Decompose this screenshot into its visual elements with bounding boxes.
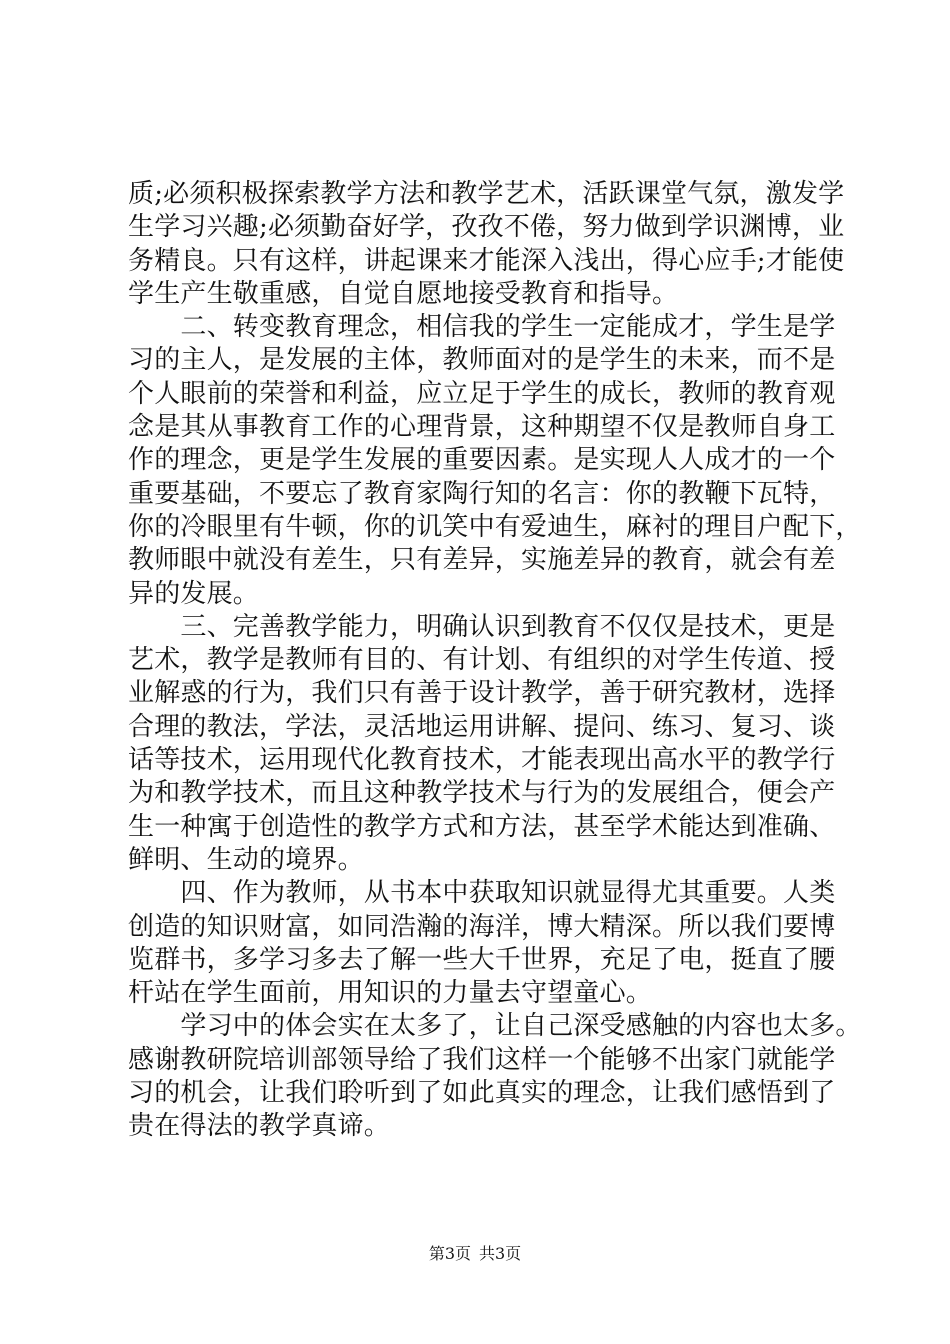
page-total: 共3页 [479,1244,522,1263]
text-line: 学习中的体会实在太多了，让自己深受感触的内容也太多。 [128,1011,862,1042]
text-line: 为和教学技术，而且这种教学技术与行为的发展组合，便会产 [128,778,836,809]
text-line: 生学习兴趣;必须勤奋好学，孜孜不倦，努力做到学识渊博，业 [128,212,845,243]
text-line: 二、转变教育理念，相信我的学生一定能成才，学生是学 [128,312,836,343]
text-line: 念是其从事教育工作的心理背景，这种期望不仅是教师自身工 [128,412,836,443]
text-line: 务精良。只有这样，讲起课来才能深入浅出，得心应手;才能使 [128,245,845,276]
text-line: 业解惑的行为，我们只有善于设计教学，善于研究教材，选择 [128,678,836,709]
text-line: 学生产生敬重感，自觉自愿地接受教育和指导。 [128,278,679,309]
text-line: 生一种寓于创造性的教学方式和方法，甚至学术能达到准确、 [128,811,836,842]
text-line: 习的机会，让我们聆听到了如此真实的理念，让我们感悟到了 [128,1078,836,1109]
text-line: 质;必须积极探索教学方法和教学艺术，活跃课堂气氛，激发学 [128,179,845,209]
text-line: 合理的教法，学法，灵活地运用讲解、提问、练习、复习、谈 [128,711,836,742]
text-line: 重要基础，不要忘了教育家陶行知的名言：你的教鞭下瓦特， [128,478,836,509]
text-line: 异的发展。 [128,578,260,609]
page-footer [0,1244,950,1264]
text-line: 话等技术，运用现代化教育技术，才能表现出高水平的教学行 [128,745,836,776]
page-number: 第3页 [428,1244,471,1263]
text-line: 你的冷眼里有牛顿，你的讥笑中有爱迪生，麻衬的理目户配下， [128,511,862,542]
text-line: 三、完善教学能力，明确认识到教育不仅仅是技术，更是 [128,611,836,642]
text-line: 四、作为教师，从书本中获取知识就显得尤其重要。人类 [128,878,836,909]
text-line: 个人眼前的荣誉和利益，应立足于学生的成长，教师的教育观 [128,378,836,409]
text-line: 杆站在学生面前，用知识的力量去守望童心。 [128,978,653,1009]
text-line: 习的主人，是发展的主体，教师面对的是学生的未来，而不是 [128,345,836,376]
text-line: 作的理念，更是学生发展的重要因素。是实现人人成才的一个 [128,445,836,476]
document-body [128,178,862,1144]
text-line: 创造的知识财富，如同浩瀚的海洋，博大精深。所以我们要博 [128,911,836,942]
text-line: 览群书，多学习多去了解一些大千世界，充足了电，挺直了腰 [128,944,836,975]
text-line: 艺术，教学是教师有目的、有计划、有组织的对学生传道、授 [128,645,836,676]
text-line: 鲜明、生动的境界。 [128,844,364,875]
text-line: 感谢教研院培训部领导给了我们这样一个能够不出家门就能学 [128,1044,836,1075]
text-line: 贵在得法的教学真谛。 [128,1111,391,1142]
text-line: 教师眼中就没有差生，只有差异，实施差异的教育，就会有差 [128,545,836,576]
